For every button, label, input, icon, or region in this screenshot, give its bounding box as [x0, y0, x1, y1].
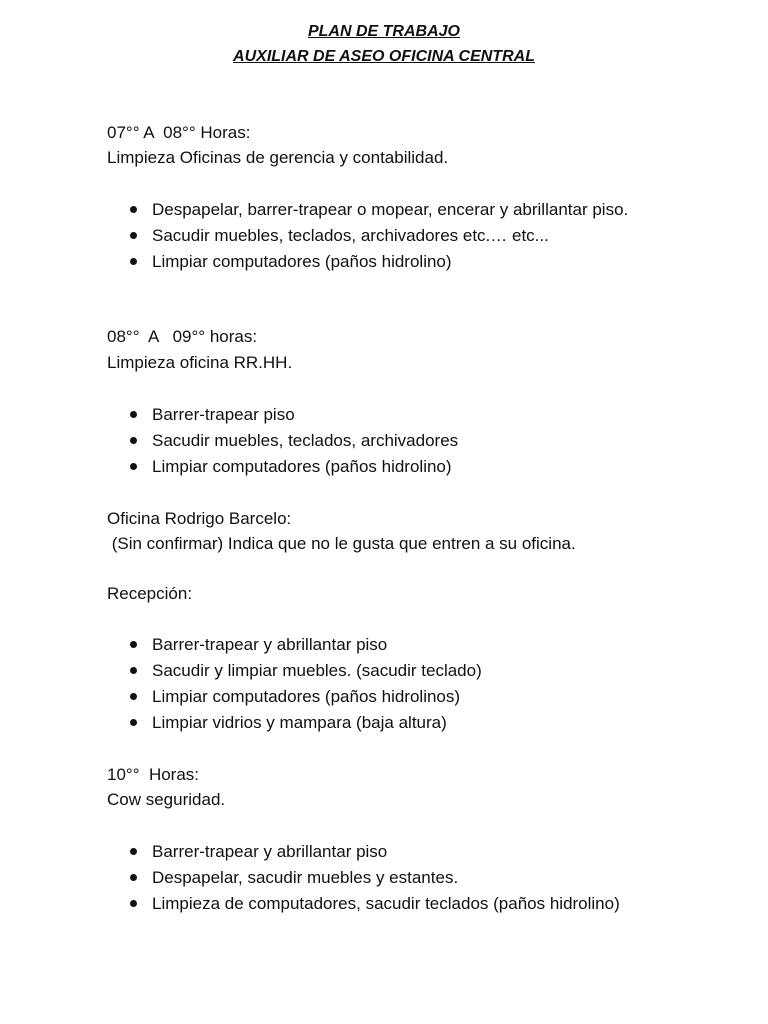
task-list	[130, 197, 652, 275]
list-item	[130, 249, 652, 275]
list-item	[130, 891, 692, 917]
list-item	[130, 223, 652, 249]
list-item-text: Sacudir y limpiar muebles. (sacudir teclado)	[152, 661, 482, 680]
bullet-icon	[130, 848, 137, 855]
section-time: Oficina Rodrigo Barcelo:	[107, 509, 292, 528]
list-item	[130, 710, 652, 736]
bullet-icon	[130, 874, 137, 881]
list-item-text: Barrer-trapear y abrillantar piso	[152, 842, 388, 861]
list-item	[130, 658, 652, 684]
bullet-icon	[130, 693, 137, 700]
list-item-text: Limpiar computadores (paños hidrolino)	[152, 457, 452, 476]
list-item-text: Barrer-trapear y abrillantar piso	[152, 635, 388, 654]
bullet-icon	[130, 258, 137, 265]
task-list	[130, 632, 652, 736]
list-item	[130, 402, 652, 428]
section-subtitle: Cow seguridad.	[107, 790, 226, 809]
section-time: 07°° A 08°° Horas:	[107, 123, 251, 142]
list-item-text: Despapelar, barrer-trapear o mopear, encerar y abrillantar piso.	[152, 200, 629, 219]
document-subtitle: AUXILIAR DE ASEO OFICINA CENTRAL	[233, 48, 535, 65]
bullet-icon	[130, 232, 137, 239]
list-item-text: Sacudir muebles, teclados, archivadores	[152, 431, 459, 450]
list-item-text: Limpiar computadores (paños hidrolinos)	[152, 687, 461, 706]
list-item-text: Limpieza de computadores, sacudir teclados (paños hidrolino)	[152, 894, 620, 913]
list-item	[130, 839, 652, 865]
list-item	[130, 197, 632, 223]
bullet-icon	[130, 411, 137, 418]
list-item-text: Limpiar vidrios y mampara (baja altura)	[152, 713, 447, 732]
list-item	[130, 684, 652, 710]
list-item-text: Despapelar, sacudir muebles y estantes.	[152, 868, 459, 887]
task-list	[130, 402, 652, 480]
list-item-text: Barrer-trapear piso	[152, 405, 295, 424]
bullet-icon	[130, 719, 137, 726]
list-item-text: Sacudir muebles, teclados, archivadores etc.… etc...	[152, 226, 549, 245]
task-list	[130, 839, 692, 917]
bullet-icon	[130, 900, 137, 907]
document-title: PLAN DE TRABAJO	[307, 23, 460, 40]
list-item-text: Limpiar computadores (paños hidrolino)	[152, 252, 452, 271]
list-item	[130, 428, 652, 454]
bullet-icon	[130, 667, 137, 674]
section-time: Recepción:	[107, 584, 193, 603]
list-item	[130, 632, 652, 658]
bullet-icon	[130, 437, 137, 444]
list-item	[130, 865, 652, 891]
section-subtitle: Limpieza Oficinas de gerencia y contabilidad.	[107, 148, 449, 167]
bullet-icon	[130, 206, 137, 213]
section-time: 10°° Horas:	[107, 765, 200, 784]
bullet-icon	[130, 463, 137, 470]
list-item	[130, 454, 652, 480]
bullet-icon	[130, 641, 137, 648]
section-subtitle: (Sin confirmar) Indica que no le gusta que entren a su oficina.	[107, 534, 576, 553]
section-time: 08°° A 09°° horas:	[107, 327, 258, 346]
section-subtitle: Limpieza oficina RR.HH.	[107, 353, 293, 372]
